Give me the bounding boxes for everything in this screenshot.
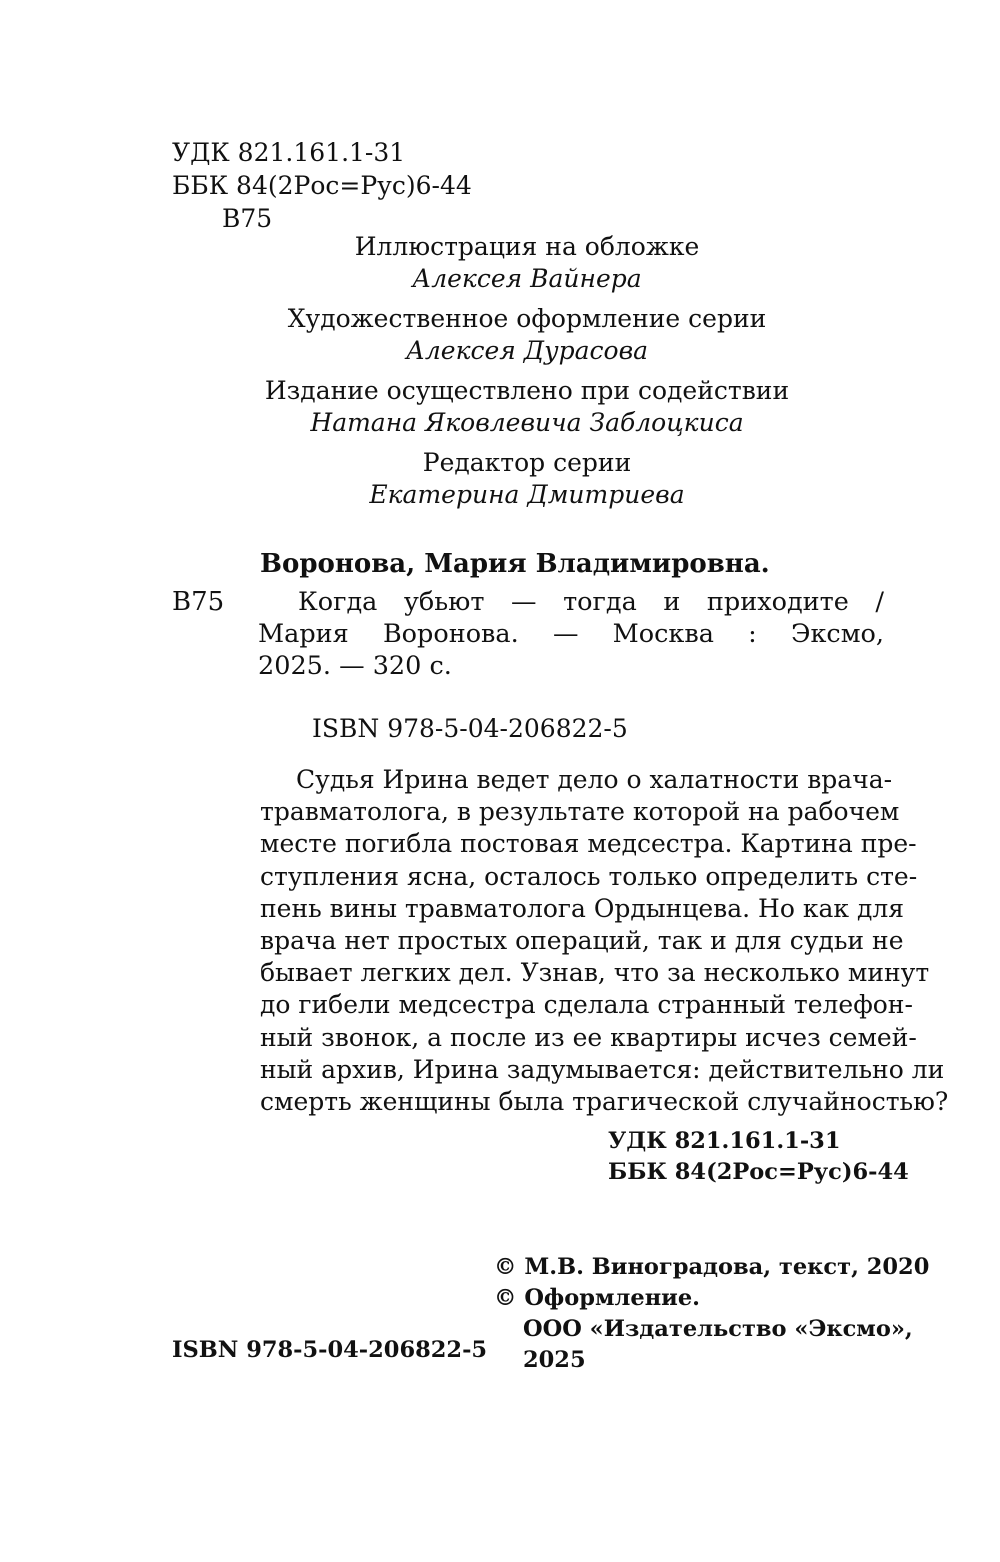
udk-code: УДК 821.161.1-31	[172, 138, 406, 167]
footer-isbn: ISBN 978-5-04-206822-5	[172, 1337, 488, 1363]
annotation-line: ный звонок, а после из ее квартиры исчез семей-	[260, 1022, 917, 1052]
record-title	[258, 586, 884, 683]
author-heading: Воронова, Мария Владимировна.	[260, 549, 770, 579]
credit-name-editor: Екатерина Дмитриева	[369, 480, 685, 509]
classification-bbk: ББК 84(2Рос=Рус)6-44	[608, 1159, 909, 1185]
copyright-text: © М.В. Виноградова, текст, 2020	[494, 1254, 930, 1280]
annotation-line: врача нет простых операций, так и для судьи не	[260, 926, 904, 956]
annotation-line: ступления ясна, осталось только определить сте-	[260, 861, 918, 891]
annotation-line: пень вины травматолога Ордынцева. Но как для	[260, 893, 904, 923]
annotation-line: бывает легких дел. Узнав, что за несколько минут	[260, 958, 930, 988]
credit-role-illustration: Иллюстрация на обложке	[354, 232, 700, 261]
credit-name-designer: Алексея Дурасова	[405, 336, 649, 365]
credit-name-supporter: Натана Яковлевича Заблоцкиса	[310, 408, 744, 437]
credit-role-design: Художественное оформление серии	[287, 304, 767, 333]
record-isbn: ISBN 978-5-04-206822-5	[312, 714, 628, 743]
record-mark: В75	[172, 587, 225, 617]
credit-name-illustrator: Алексея Вайнера	[412, 264, 642, 293]
copyright-year: 2025	[523, 1347, 586, 1373]
annotation-line: Судья Ирина ведет дело о халатности врача-	[296, 765, 893, 794]
record-title-line: Когда убьют — тогда и приходите /	[298, 587, 884, 617]
copyright-publisher: ООО «Издательство «Эксмо»,	[523, 1316, 913, 1342]
annotation	[260, 764, 949, 1118]
author-mark: В75	[222, 204, 273, 233]
credit-role-support: Издание осуществлено при содействии	[264, 376, 790, 405]
annotation-line: месте погибла постовая медсестра. Картина пре-	[260, 829, 917, 859]
record-title-line: Мария Воронова. — Москва : Эксмо,	[258, 619, 884, 650]
annotation-line: до гибели медсестра сделала странный телефон-	[260, 990, 913, 1020]
classification-udk: УДК 821.161.1-31	[608, 1128, 841, 1154]
copyright-design: © Оформление.	[494, 1285, 700, 1311]
annotation-line: ный архив, Ирина задумывается: действительно ли	[260, 1054, 945, 1084]
credit-role-editor: Редактор серии	[422, 448, 632, 477]
bbk-code: ББК 84(2Рос=Рус)6-44	[172, 171, 472, 200]
annotation-line: смерть женщины была трагической случайностью?	[260, 1087, 949, 1117]
record-title-line: 2025. — 320 с.	[258, 651, 452, 682]
annotation-line: травматолога, в результате которой на рабочем	[260, 797, 900, 827]
